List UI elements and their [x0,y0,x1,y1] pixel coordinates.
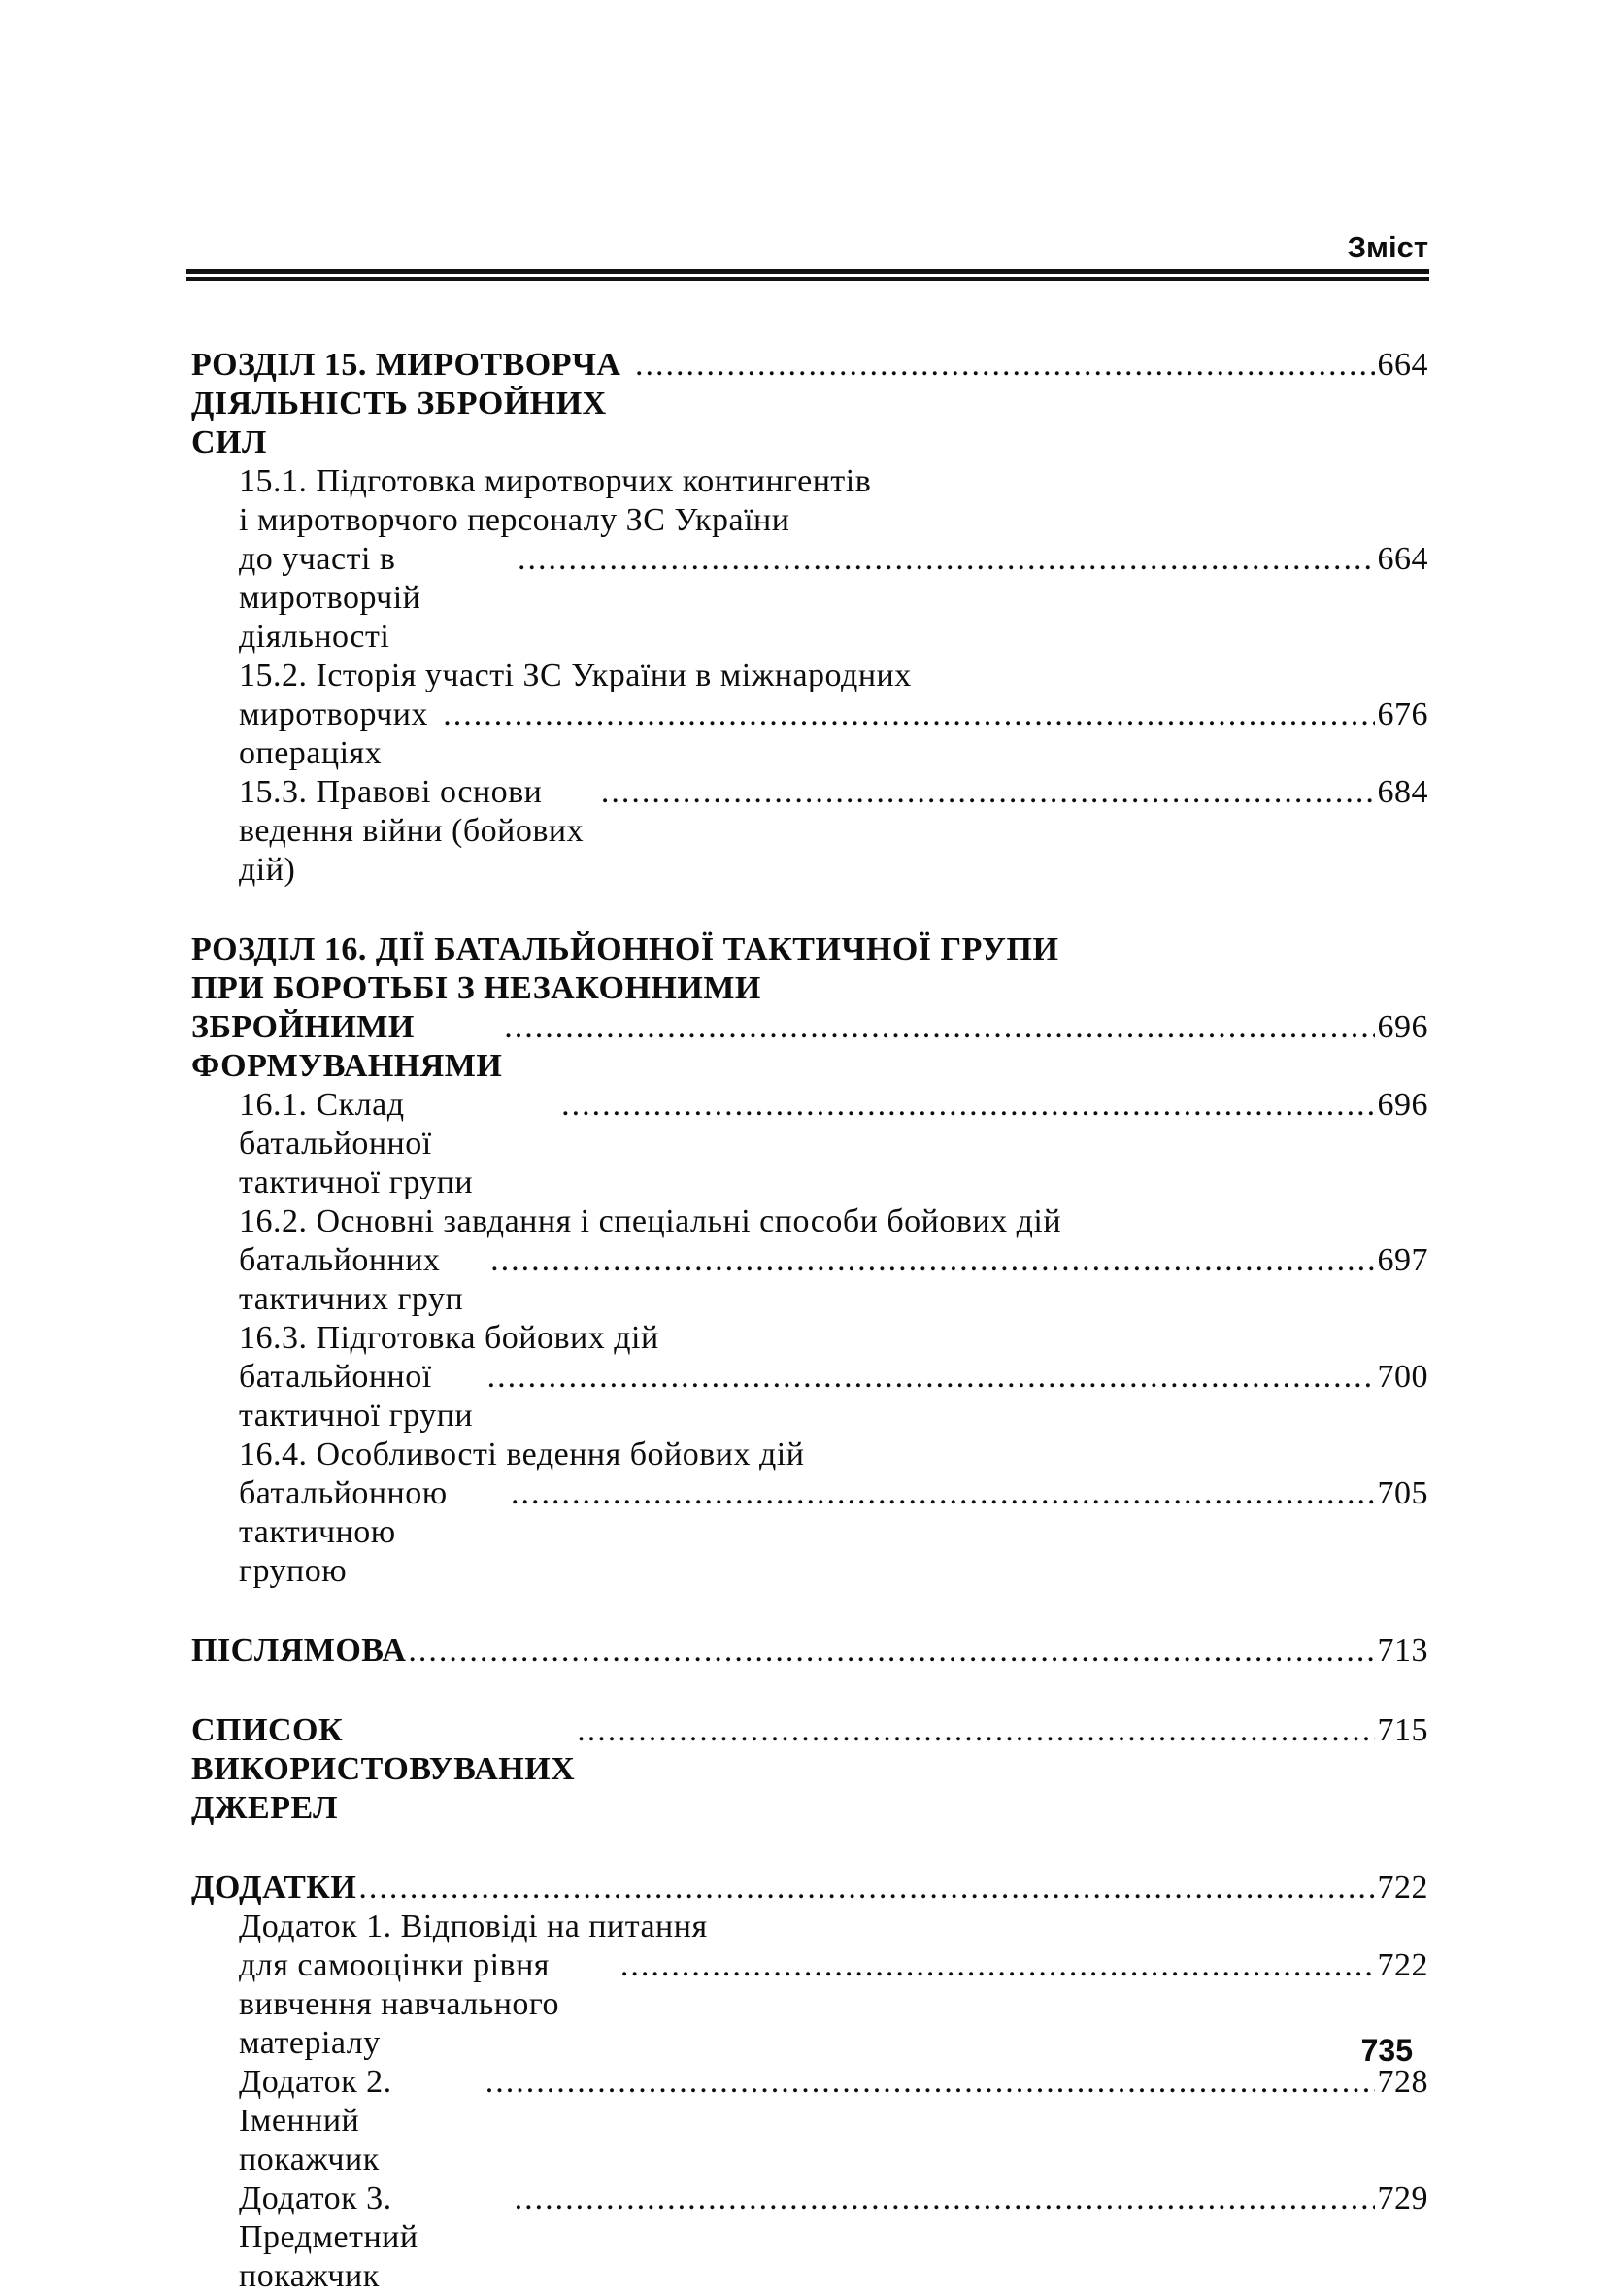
toc-entry [191,2179,1428,2296]
toc-entry-title: 16.3. Підготовка бойових дій [239,1320,659,1356]
toc-entry [191,1319,1428,1435]
dot-leader [577,1711,1374,1750]
toc-line [239,540,1428,657]
toc-entry-title: РОЗДІЛ 16. ДІЇ БАТАЛЬЙОННОЇ ТАКТИЧНОЇ ГРУПИ [191,931,1059,967]
header-double-rule [186,269,1429,281]
toc-entry [191,462,1428,657]
toc-entry [191,2063,1428,2179]
dot-leader [518,540,1375,579]
toc-entry-title: ДОДАТКИ [191,1870,366,1906]
toc-line [191,1008,1428,1086]
toc-page-number: 722 [1377,1947,1428,1983]
toc-line [239,2179,1428,2296]
toc-entry-title: ЗБРОЙНИМИ ФОРМУВАННЯМИ [191,1009,503,1084]
toc-page-number: 728 [1377,2064,1428,2100]
toc-page-number: 715 [1377,1712,1428,1748]
toc-entry [191,773,1428,890]
toc-entry-title: СПИСОК ВИКОРИСТОВУВАНИХ ДЖЕРЕЛ [191,1712,585,1826]
toc-line [191,346,1428,462]
toc-page-number: 700 [1377,1359,1428,1395]
toc-entry-title: батальйонною тактичною групою [239,1475,456,1589]
toc-line [191,1711,1428,1828]
toc-line [239,1086,1428,1202]
dot-leader [358,1869,1374,1908]
toc-entry [191,1632,1428,1671]
toc-entry-title: батальйонних тактичних груп [239,1242,473,1317]
toc-entry-title: ПРИ БОРОТЬБІ З НЕЗАКОННИМИ [191,970,761,1006]
toc-entry [191,657,1428,773]
dot-leader [485,2063,1375,2102]
toc-line [239,695,1428,773]
toc-page-number: 696 [1377,1009,1428,1045]
toc-line [191,969,1428,1008]
toc-entry-title: 15.2. Історія участі ЗС України в міжнародних [239,658,912,693]
folio-page-number: 735 [1360,2033,1413,2068]
toc-line [191,1869,1428,1908]
toc-line [239,1202,1428,1241]
dot-leader [561,1086,1374,1125]
dot-leader [635,346,1375,385]
toc-entry-title: 15.1. Підготовка миротворчих контингентів [239,463,872,499]
toc-entry-title: 16.1. Склад батальйонної тактичної групи [239,1087,483,1200]
toc-line [239,1358,1428,1435]
toc-page-number: 664 [1377,347,1428,383]
toc-entry-title: миротворчих операціях [239,696,437,771]
toc-line [239,501,1428,540]
toc-page-number: 696 [1377,1087,1428,1123]
toc-page-number: 713 [1377,1633,1428,1669]
toc-entry-title: Додаток 2. Іменний покажчик [239,2064,401,2178]
toc-line [239,657,1428,695]
toc-line [239,1435,1428,1474]
toc-entry-title: ПІСЛЯМОВА [191,1633,407,1669]
toc-entry-title: для самооцінки рівня вивчення навчального матеріалу [239,1947,569,2061]
dot-leader [408,1632,1374,1671]
toc-line [191,1632,1428,1671]
dot-leader [511,1474,1374,1513]
toc-entry [191,1711,1428,1828]
dot-leader [443,695,1374,734]
dot-leader [620,1946,1375,1985]
toc-list [191,346,1428,2296]
toc-line [239,1474,1428,1591]
dot-leader [490,1241,1374,1280]
toc-entry-title: до участі в миротворчій діяльності [239,541,430,655]
toc-page-number: 705 [1377,1475,1428,1511]
toc-page-number: 697 [1377,1242,1428,1278]
page-title: Зміст [1347,230,1428,264]
toc-entry-title: Додаток 1. Відповіді на питання [239,1908,708,1944]
toc-entry-title: батальйонної тактичної групи [239,1359,474,1434]
toc-line [239,462,1428,501]
toc-entry-title: РОЗДІЛ 15. МИРОТВОРЧА ДІЯЛЬНІСТЬ ЗБРОЙНИХ СИЛ [191,347,630,460]
toc-line [239,773,1428,890]
toc-entry-title: 16.4. Особливості ведення бойових дій [239,1436,805,1472]
toc-line [191,930,1428,969]
toc-page-number: 722 [1377,1870,1428,1906]
toc-line [239,1319,1428,1358]
toc-entry-title: 16.2. Основні завдання і спеціальні способи бойових дій [239,1203,1062,1239]
toc-entry [191,1435,1428,1591]
toc-entry [191,1869,1428,1908]
dot-leader [601,773,1375,812]
toc-line [239,1241,1428,1319]
dot-leader [487,1358,1375,1397]
toc-entry-title: Додаток 3. Предметний покажчик [239,2180,427,2294]
toc-page-number: 684 [1377,774,1428,810]
toc-line [239,1908,1428,1946]
toc-entry-title: 15.3. Правові основи ведення війни (бойових дій) [239,774,593,888]
dot-leader [504,1008,1374,1047]
toc-page-number: 664 [1377,541,1428,577]
toc-entry [191,930,1428,1086]
dot-leader [515,2179,1375,2218]
toc-entry [191,346,1428,462]
toc-entry-title: і миротворчого персоналу ЗС України [239,502,790,538]
toc-entry [191,1202,1428,1319]
toc-page-number: 729 [1377,2180,1428,2216]
toc-entry [191,1086,1428,1202]
toc-page-number: 676 [1377,696,1428,732]
toc-line [239,2063,1428,2179]
